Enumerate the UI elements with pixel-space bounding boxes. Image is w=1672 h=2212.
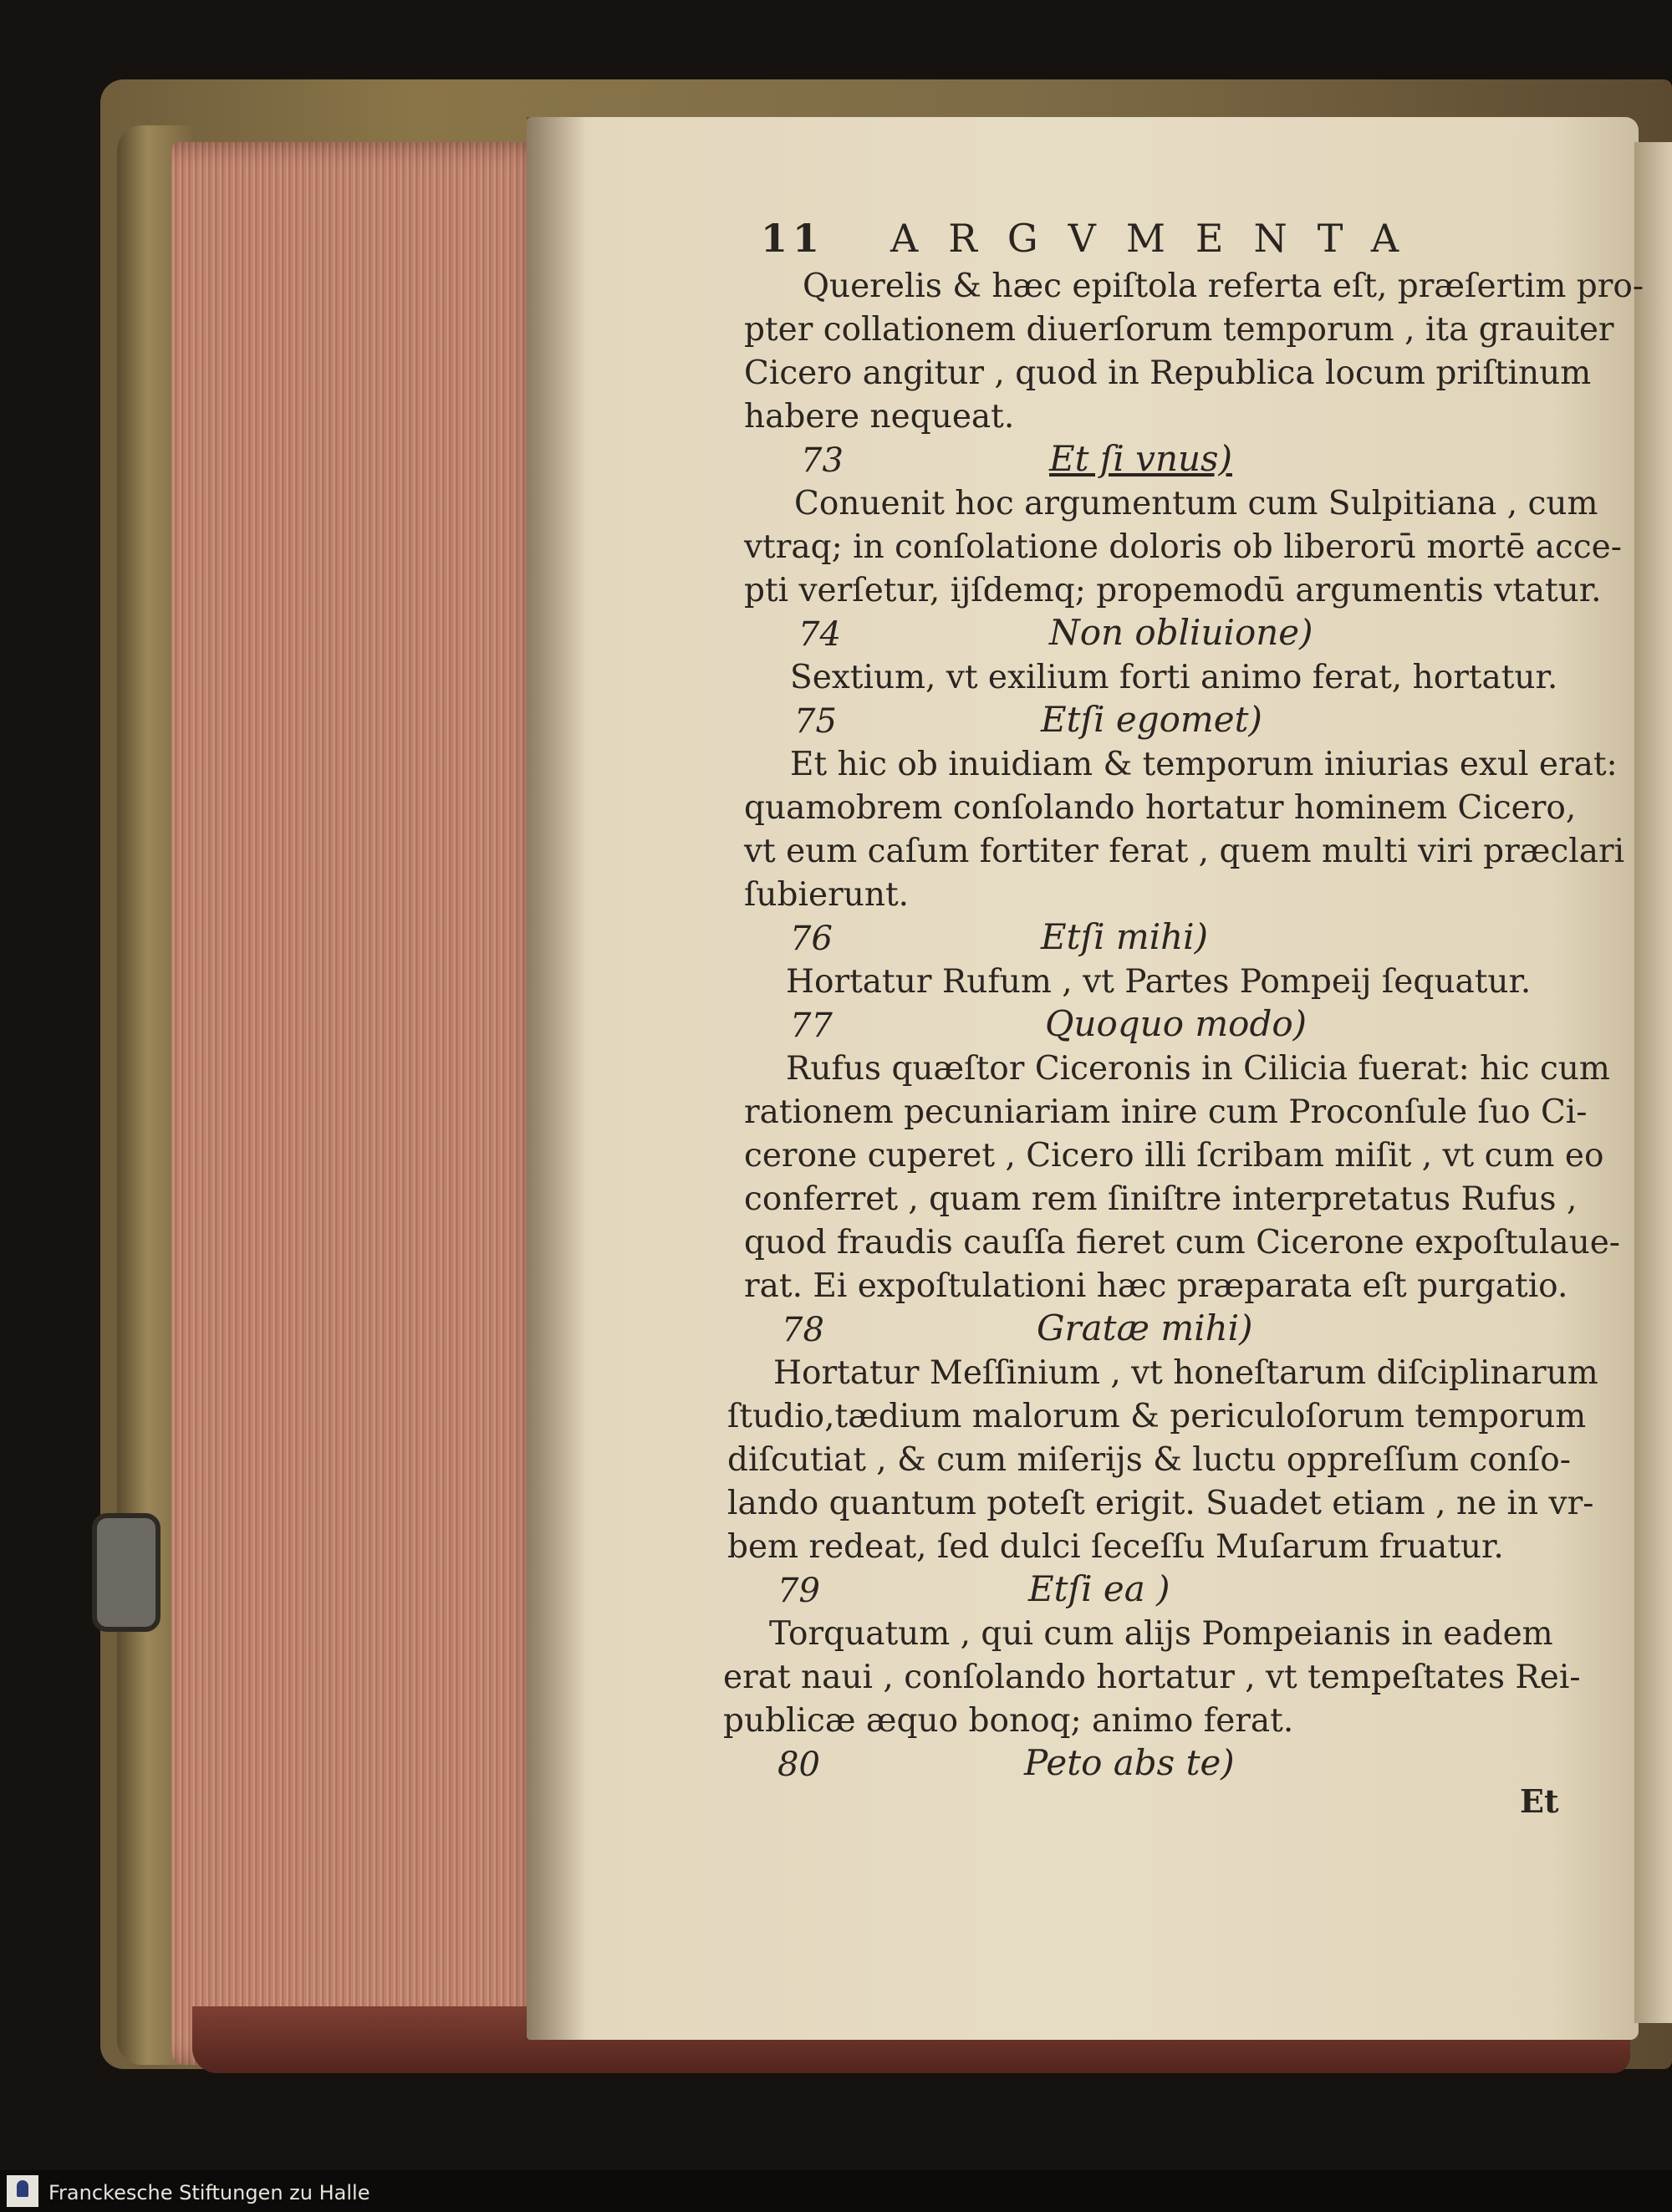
page-edges xyxy=(171,142,556,2065)
text-line: Hortatur Meſſinium , vt honeſtarum diſciplinarum xyxy=(773,1354,1598,1392)
text-line: pter collationem diuerſorum temporum , ita grauiter xyxy=(744,311,1614,349)
text-line: erat naui , conſolando hortatur , vt tempeſtates Rei- xyxy=(723,1659,1581,1696)
text-line: ſtudio,tædium malorum & periculoſorum temporum xyxy=(727,1398,1587,1435)
institution-name: Franckesche Stiftungen zu Halle xyxy=(48,2181,370,2204)
entry-number: 77 xyxy=(790,1007,833,1045)
text-line: quod fraudis cauſſa fieret cum Cicerone expoſtulaue- xyxy=(744,1224,1620,1261)
text-line: vtraq; in conſolatione doloris ob liberorū mortē acce- xyxy=(744,528,1622,566)
entry-incipit: Etſi mihi) xyxy=(1041,916,1208,957)
entry-number: 80 xyxy=(777,1746,820,1784)
entry-incipit: Et ſi vnus) xyxy=(1049,438,1232,479)
entry-incipit: Gratæ mihi) xyxy=(1037,1307,1253,1348)
folio-number: 11 xyxy=(761,216,825,261)
text-line: diſcutiat , & cum miſerijs & luctu oppreſſum conſo- xyxy=(727,1441,1571,1479)
text-line: Hortatur Rufum , vt Partes Pompeij ſequatur. xyxy=(786,963,1532,1001)
text-line: Torquatum , qui cum alijs Pompeianis in eadem xyxy=(769,1615,1553,1653)
catchword: Et xyxy=(1520,1782,1559,1820)
text-line: ſubierunt. xyxy=(744,876,910,914)
text-line: Cicero angitur , quod in Republica locum priſtinum xyxy=(744,354,1592,392)
text-line: publicæ æquo bonoq; animo ferat. xyxy=(723,1702,1294,1740)
text-line: cerone cuperet , Cicero illi ſcribam miſit , vt cum eo xyxy=(744,1137,1604,1175)
clasp-icon xyxy=(92,1513,161,1632)
entry-number: 75 xyxy=(794,702,837,741)
gutter-shadow xyxy=(527,117,585,2040)
entry-number: 74 xyxy=(798,615,841,654)
entry-number: 78 xyxy=(782,1311,824,1349)
text-line: vt eum caſum fortiter ferat , quem multi viri præclari xyxy=(744,833,1625,870)
text-line: Rufus quæſtor Ciceronis in Cilicia fuerat: hic cum xyxy=(786,1050,1610,1088)
facing-page-edge xyxy=(1634,142,1672,2023)
entry-incipit: Peto abs te) xyxy=(1024,1742,1235,1783)
text-line: Et hic ob inuidiam & temporum iniurias exul erat: xyxy=(790,746,1618,783)
entry-incipit: Etſi ea ) xyxy=(1028,1568,1170,1609)
text-line: bem redeat, ſed dulci ſeceſſu Muſarum fruatur. xyxy=(727,1528,1504,1566)
text-line: pti verſetur, ijſdemq; propemodū argumentis vtatur. xyxy=(744,572,1602,609)
text-line: Querelis & hæc epiſtola referta eſt, præſertim pro- xyxy=(803,268,1644,305)
entry-number: 73 xyxy=(801,441,844,480)
text-line: conferret , quam rem ſiniſtre interpretatus Rufus , xyxy=(744,1180,1578,1218)
entry-number: 79 xyxy=(777,1572,820,1610)
text-line: rationem pecuniariam inire cum Proconſule ſuo Ci- xyxy=(744,1093,1588,1131)
text-line: rat. Ei expoſtulationi hæc præparata eſt purgatio. xyxy=(744,1267,1568,1305)
running-head: ARGVMENTA xyxy=(890,216,1430,261)
text-line: Sextium, vt exilium forti animo ferat, hortatur. xyxy=(790,659,1558,696)
entry-incipit: Non obliuione) xyxy=(1049,612,1313,653)
entry-number: 76 xyxy=(790,920,833,958)
text-line: Conuenit hoc argumentum cum Sulpitiana , cum xyxy=(794,485,1598,522)
text-line: lando quantum poteſt erigit. Suadet etiam , ne in vr- xyxy=(727,1485,1594,1522)
entry-incipit: Etſi egomet) xyxy=(1041,699,1262,740)
text-line: habere nequeat. xyxy=(744,398,1015,436)
text-line: quamobrem conſolando hortatur hominem Cicero, xyxy=(744,789,1577,827)
entry-incipit: Quoquo modo) xyxy=(1045,1003,1308,1044)
institution-logo-icon xyxy=(7,2175,38,2207)
